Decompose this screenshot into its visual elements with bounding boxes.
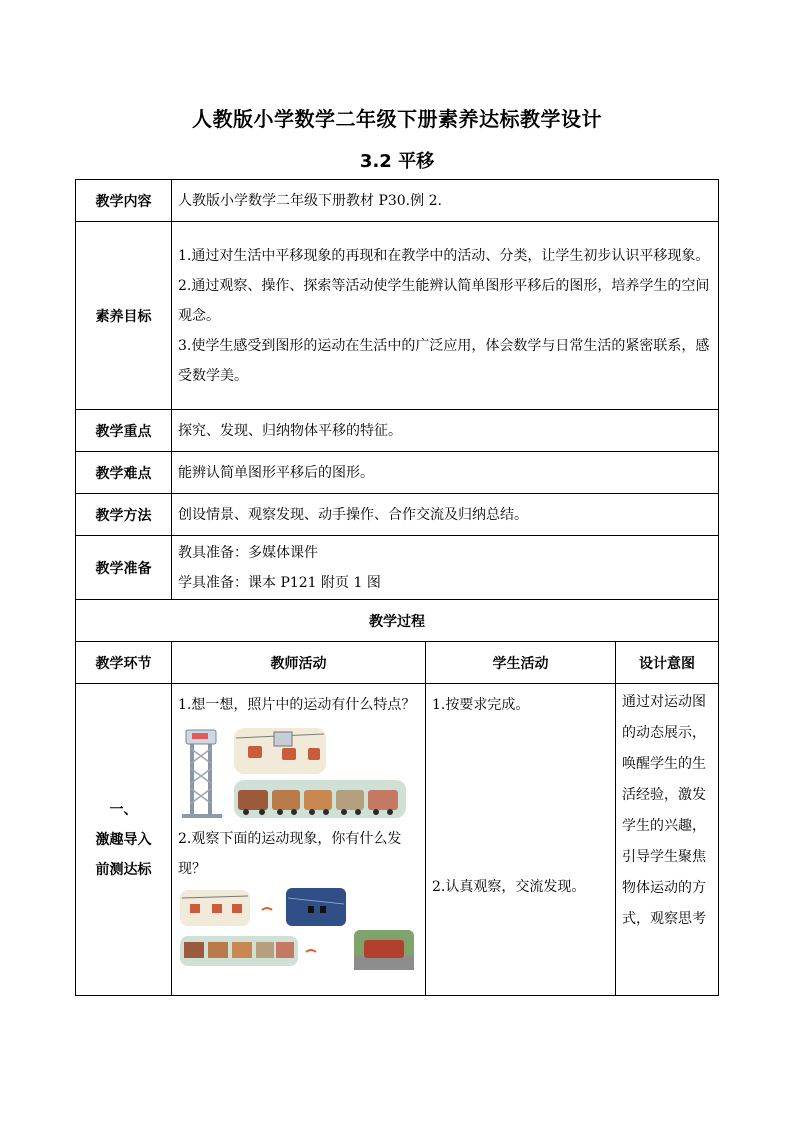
design-intent-text: 通过对运动图的动态展示，唤醒学生的生活经验，激发学生的兴趣，引导学生聚焦物体运动的方式，观察思考 (622, 694, 706, 927)
goal-item: 1.通过对生活中平移现象的再现和在教学中的活动、分类，让学生初步认识平移现象。 (178, 247, 710, 264)
label-prep: 教学准备 (76, 536, 172, 600)
row-column-headers (76, 642, 719, 684)
document-title: 人教版小学数学二年级下册素养达标教学设计 (192, 107, 602, 131)
prep-teacher: 教具准备：多媒体课件 (178, 544, 318, 561)
design-intent-cell (616, 684, 719, 996)
col-header-teacher: 教师活动 (172, 642, 426, 684)
teacher-question-1: 1.想一想，照片中的运动有什么特点？ (178, 697, 416, 713)
student-answer-2: 2.认真观察，交流发现。 (432, 879, 586, 895)
cable-car-image (234, 728, 326, 774)
road-photo-image (354, 930, 414, 970)
motion-photos-illustration (178, 724, 418, 824)
value-goals (172, 222, 719, 410)
student-activity-cell (426, 684, 616, 996)
value-methods: 创设情景、观察发现、动手操作、合作交流及归纳总结。 (172, 494, 719, 536)
cable-car-small-image (180, 890, 250, 926)
stage-name-1: 激趣导入 (95, 831, 152, 848)
lesson-title: 3.2 平移 (359, 151, 435, 172)
value-difficulties: 能辨认简单图形平移后的图形。 (172, 452, 719, 494)
label-content: 教学内容 (76, 180, 172, 222)
row-methods (76, 494, 719, 536)
label-methods: 教学方法 (76, 494, 172, 536)
lesson-plan-table (75, 179, 719, 996)
teacher-activity-cell (172, 684, 426, 996)
row-content (76, 180, 719, 222)
label-goals: 素养目标 (76, 222, 172, 410)
arrow-icon (306, 950, 316, 952)
col-header-intent: 设计意图 (616, 642, 719, 684)
motion-photos-2 (178, 886, 419, 972)
row-prep (76, 536, 719, 600)
row-goals (76, 222, 719, 410)
stage-name-2: 前测达标 (95, 861, 152, 878)
label-difficulties: 教学难点 (76, 452, 172, 494)
motion-photos-1 (178, 724, 419, 824)
student-answer-1: 1.按要求完成。 (432, 697, 530, 713)
stage-number: 一、 (109, 801, 138, 818)
goal-item: 2.通过观察、操作、探索等活动使学生能辨认简单图形平移后的图形，培养学生的空间观念。 (178, 277, 710, 324)
tower-image (182, 730, 222, 818)
process-header: 教学过程 (76, 600, 719, 642)
col-header-stage: 教学环节 (76, 642, 172, 684)
value-content: 人教版小学数学二年级下册教材 P30.例 2. (172, 180, 719, 222)
stage-cell (76, 684, 172, 996)
sky-photo-image (286, 888, 346, 926)
train-image (234, 780, 406, 818)
teacher-question-2: 2.观察下面的运动现象，你有什么发现？ (178, 831, 402, 877)
col-header-student: 学生活动 (426, 642, 616, 684)
row-key-points (76, 410, 719, 452)
arrow-icon (262, 908, 272, 910)
label-key-points: 教学重点 (76, 410, 172, 452)
value-prep (172, 536, 719, 600)
train-small-image (180, 936, 298, 966)
goal-item: 3.使学生感受到图形的运动在生活中的广泛应用，体会数学与日常生活的紧密联系，感受数学美。 (178, 337, 710, 384)
value-key-points: 探究、发现、归纳物体平移的特征。 (172, 410, 719, 452)
row-process-header (76, 600, 719, 642)
row-difficulties (76, 452, 719, 494)
motion-compare-illustration (178, 886, 418, 972)
row-stage-1 (76, 684, 719, 996)
prep-student: 学具准备：课本 P121 附页 1 图 (178, 574, 381, 591)
